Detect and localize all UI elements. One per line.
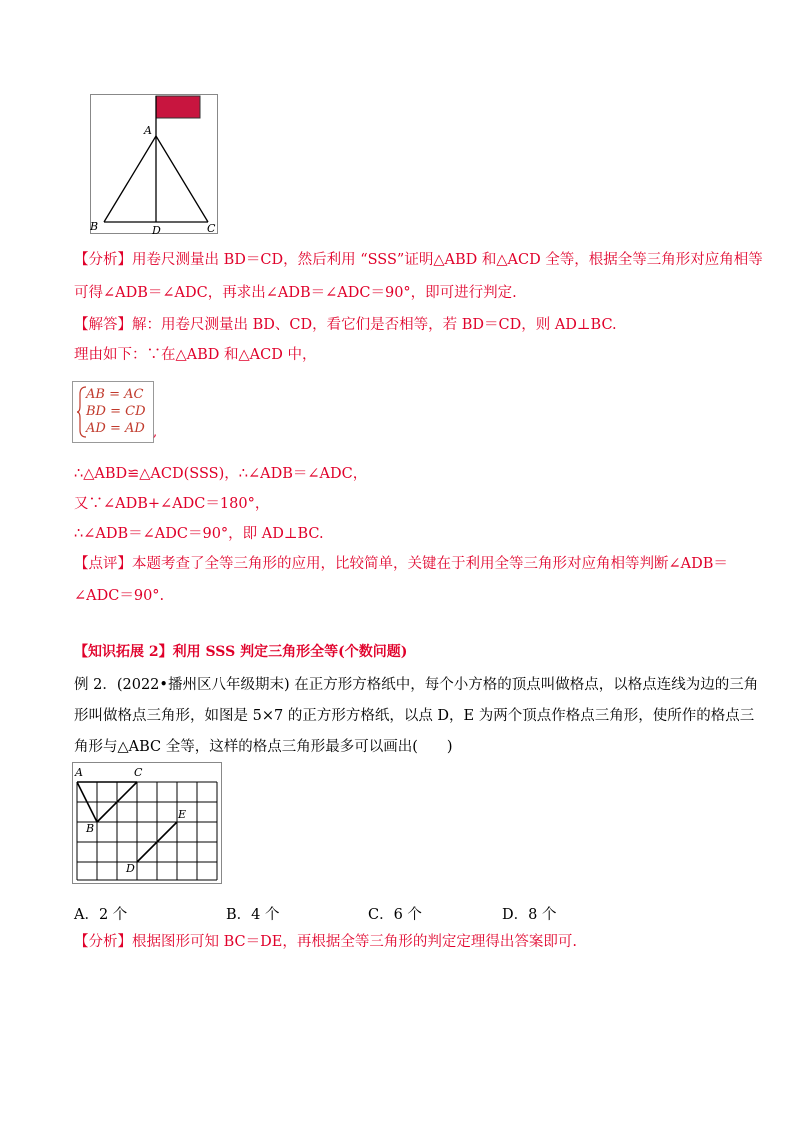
equation-2: BD = CD xyxy=(86,404,146,419)
answer1-line2: 理由如下：∵在△ABD 和△ACD 中， xyxy=(74,347,317,363)
analysis1-line2: 可得∠ADB＝∠ADC，再求出∠ADB＝∠ADC＝90°，即可进行判定. xyxy=(74,285,517,301)
equation-system-end: , xyxy=(153,425,158,440)
label-B: B xyxy=(86,822,95,835)
comment1-line1: 【点评】本题考查了全等三角形的应用，比较简单，关键在于利用全等三角形对应角相等判断∠ADB＝ xyxy=(74,556,728,572)
label-A: A xyxy=(75,766,83,779)
analysis2-line: 【分析】根据图形可知 BC＝DE，再根据全等三角形的判定定理得出答案即可. xyxy=(74,934,577,950)
figure-grid xyxy=(72,762,222,884)
figure-flag-triangle xyxy=(90,94,218,234)
example2-line1: 例 2．(2022•播州区八年级期末) 在正方形方格纸中，每个小方格的顶点叫做格点，以格点连线为边的三角 xyxy=(74,677,759,693)
choice-A[interactable]: A．2 个 xyxy=(74,907,128,923)
label-E: E xyxy=(178,808,187,821)
example2-line2: 形叫做格点三角形，如图是 5×7 的正方形方格纸，以点 D，E 为两个顶点作格点三角形，使所作的格点三 xyxy=(74,708,755,724)
grid-lines xyxy=(77,782,217,880)
label-C: C xyxy=(207,222,216,234)
example2-line3: 角形与△ABC 全等，这样的格点三角形最多可以画出( ) xyxy=(74,739,453,755)
answer1-line3: ∴△ABD≌△ACD(SSS)，∴∠ADB＝∠ADC， xyxy=(74,466,368,482)
label-D: D xyxy=(152,224,161,234)
choice-C[interactable]: C．6 个 xyxy=(368,907,422,923)
grid-diagram xyxy=(72,762,222,884)
flag-shape xyxy=(156,96,200,118)
choice-B[interactable]: B．4 个 xyxy=(226,907,280,923)
section2-title: 【知识拓展 2】利用 SSS 判定三角形全等(个数问题) xyxy=(74,644,408,660)
choice-D[interactable]: D．8 个 xyxy=(502,907,557,923)
equation-1: AB = AC xyxy=(86,387,144,402)
equation-system xyxy=(86,386,146,437)
answer1-line4: 又∵∠ADB+∠ADC＝180°， xyxy=(74,496,270,512)
analysis1-line1: 【分析】用卷尺测量出 BD＝CD，然后利用 “SSS”证明△ABD 和△ACD 全等，根据全等三角形对应角相等 xyxy=(74,252,763,268)
comment1-line2: ∠ADC＝90°. xyxy=(74,588,165,604)
flag-triangle-diagram xyxy=(90,94,218,234)
equation-3: AD = AD xyxy=(86,421,145,436)
answer1-line1: 【解答】解：用卷尺测量出 BD、CD，看它们是否相等，若 BD＝CD，则 AD⊥BC. xyxy=(74,317,617,333)
label-C: C xyxy=(134,766,143,779)
label-D: D xyxy=(126,862,135,875)
answer1-line5: ∴∠ADB＝∠ADC＝90°，即 AD⊥BC. xyxy=(74,526,324,542)
label-B: B xyxy=(90,220,99,233)
label-A: A xyxy=(144,124,152,137)
